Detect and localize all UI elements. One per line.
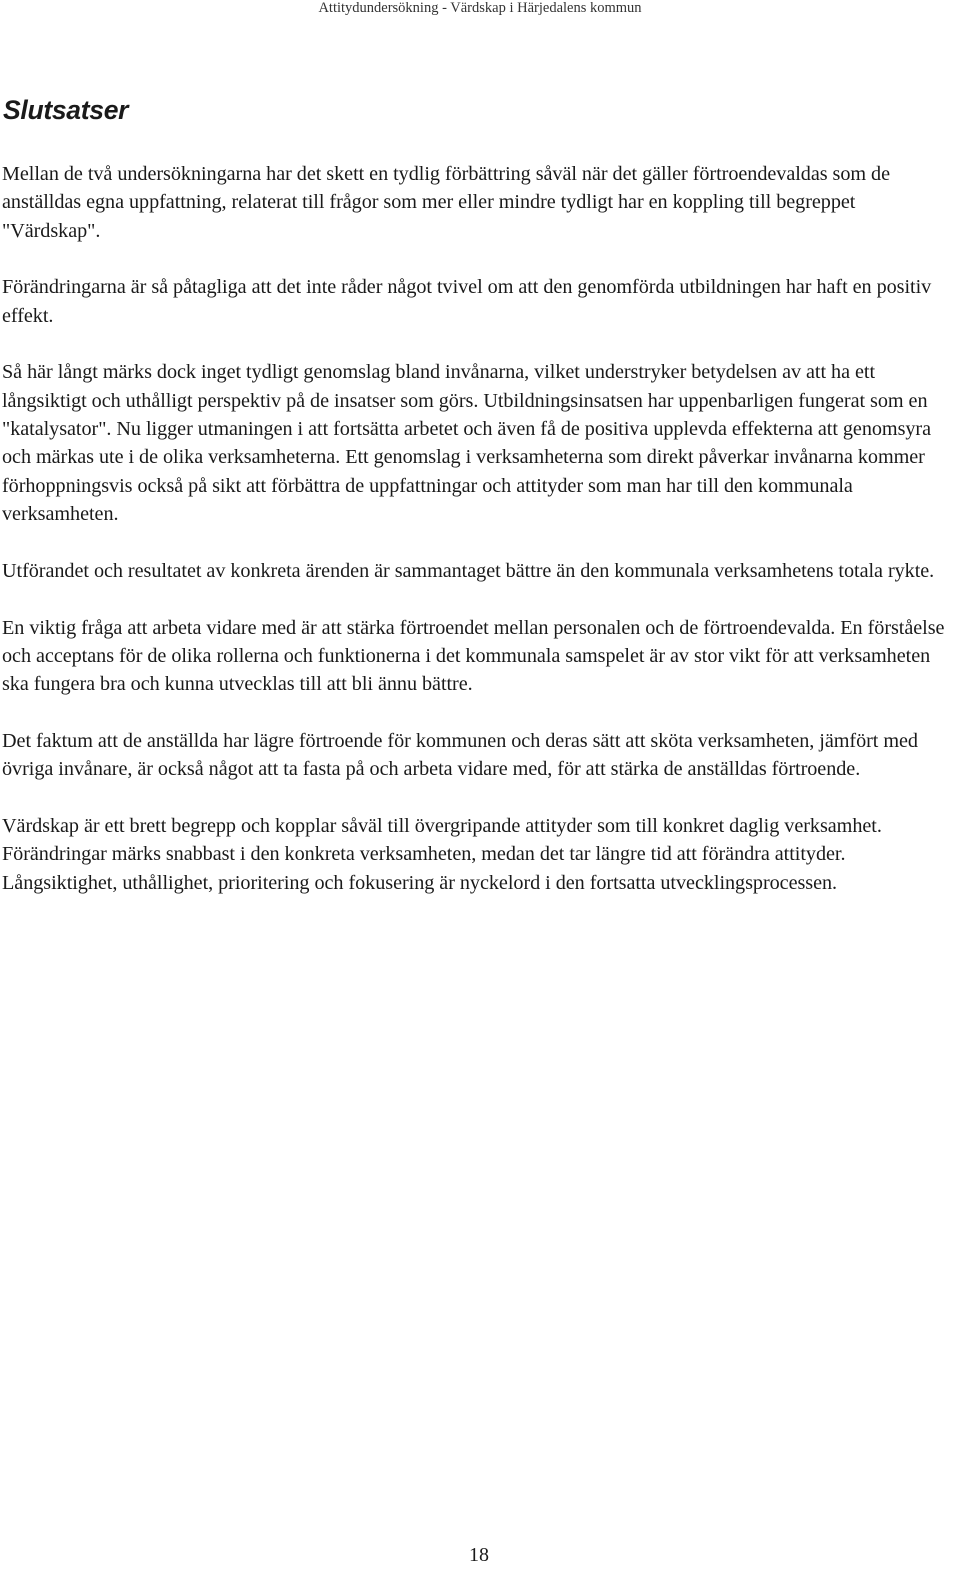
running-header: Attitydundersökning - Värdskap i Härjedalens kommun	[318, 0, 642, 16]
paragraph-5: En viktig fråga att arbeta vidare med är att stärka förtroendet mellan personalen och de förtroendevalda. En förståelse och acceptans för de olika rollerna och funktionerna i det kommunala samspelet är av stor vikt för att verksamheten ska fungera bra och kunna utvecklas till att bli ännu bättre.	[2, 616, 945, 696]
paragraph-1: Mellan de två undersökningarna har det skett en tydlig förbättring såväl när det gäller förtroendevaldas som de anställdas egna uppfattning, relaterat till frågor som mer eller mindre tydligt har en koppling till begreppet "Värdskap".	[2, 163, 891, 242]
paragraph-2: Förändringarna är så påtagliga att det inte råder något tvivel om att den genomförda utbildningen har haft en positiv effekt.	[2, 276, 932, 327]
page-title: Slutsatser	[3, 95, 129, 125]
paragraph-4: Utförandet och resultatet av konkreta ärenden är sammantaget bättre än den kommunala verksamhetens totala rykte.	[2, 559, 935, 582]
paragraph-7: Värdskap är ett brett begrepp och kopplar såväl till övergripande attityder som till konkret daglig verksamhet. Förändringar märks snabbast i den konkreta verksamheten, medan det tar längre tid att förändra attityder. Långsiktighet, uthållighet, prioritering och fokusering är nyckelord i den fortsatta utvecklingsprocessen.	[2, 815, 882, 894]
paragraph-3: Så här långt märks dock inget tydligt genomslag bland invånarna, vilket understryker betydelsen av att ha ett långsiktigt och uthålligt perspektiv på de insatser som görs. Utbildningsinsatsen har uppenbarligen fungerat som en "katalysator". Nu ligger utmaningen i att fortsätta arbetet och även få de positiva upplevda effekterna att genomsyra och märkas ute i de olika verksamheterna. Ett genomslag i verksamheterna som direkt påverkar invånarna kommer förhoppningsvis också på sikt att förbättra de uppfattningar och attityder som man har till den kommunala verksamheten.	[2, 361, 932, 525]
paragraph-6: Det faktum att de anställda har lägre förtroende för kommunen och deras sätt att sköta verksamheten, jämfört med övriga invånare, är också något att ta fasta på och arbeta vidare med, för att stärka de anställdas förtroende.	[2, 729, 918, 781]
body-text	[2, 160, 958, 925]
page-number: 18	[469, 1544, 489, 1566]
